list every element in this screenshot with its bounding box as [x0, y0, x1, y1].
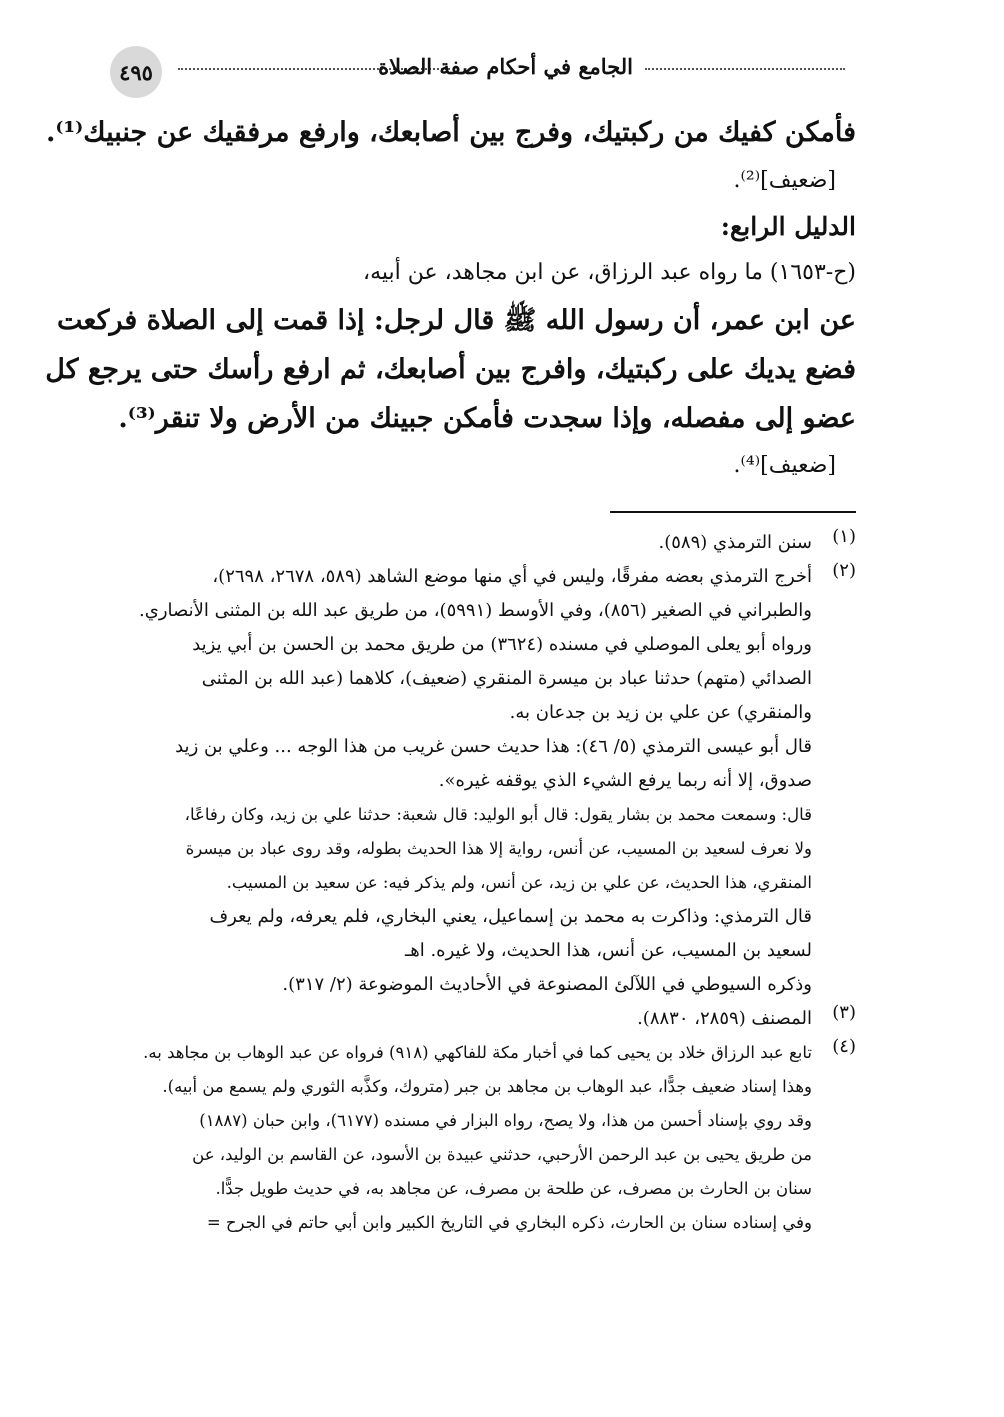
footnote-line: تابع عبد الرزاق خلاد بن يحيى كما في أخبار مكة للفاكهي (٩١٨) فرواه عن عبد الوهاب بن مجاهد به.: [143, 1043, 812, 1062]
footnote-line: قال الترمذي: وذاكرت به محمد بن إسماعيل، يعني البخاري، فلم يعرفه، ولم يعرف: [209, 906, 812, 927]
footnote-line: أخرج الترمذي بعضه مفرقًا، وليس في أي منها موضع الشاهد (٥٨٩، ٢٦٧٨، ٢٦٩٨)،: [212, 566, 812, 587]
footnote: [116, 1036, 856, 1240]
footnote-line: سنان بن الحارث بن مصرف، عن طلحة بن مصرف، عن مجاهد به، في حديث طويل جدًّا.: [215, 1179, 812, 1198]
hadith-text: فضع يديك على ركبتيك، وافرج بين أصابعك، ثم ارفع رأسك حتى يرجع كل: [45, 354, 856, 385]
footnote-line: لسعيد بن المسيب، عن أنس، هذا الحديث، ولا غيره. اهـ: [404, 940, 812, 961]
footnote-line: صدوق، إلا أنه ربما يرفع الشيء الذي يوقفه غيره».: [438, 770, 812, 791]
page-header: [110, 46, 845, 96]
footnote-number: (٢): [832, 560, 856, 581]
section-heading: الدليل الرابع:: [720, 212, 856, 241]
footnote-line: والمنقري) عن علي بن زيد بن جدعان به.: [509, 702, 812, 723]
footnote-line: وذكره السيوطي في اللآلئ المصنوعة في الأحاديث الموضوعة (٢/ ٣١٧).: [282, 974, 812, 995]
footnote-line: والطبراني في الصغير (٨٥٦)، وفي الأوسط (٥٩٩١)، من طريق عبد الله بن المثنى الأنصاري.: [139, 600, 812, 621]
hadith-text: عضو إلى مفصله، وإذا سجدت فأمكن جبينك من الأرض ولا تنقر⁽³⁾.: [118, 403, 856, 434]
footnote: [116, 1002, 856, 1036]
footnote: [116, 526, 856, 560]
footnote-line: من طريق يحيى بن عبد الرحمن الأرحبي، حدثني عبيدة بن الأسود، عن القاسم بن الوليد، عن: [192, 1145, 812, 1164]
footnote-line: قال: وسمعت محمد بن بشار يقول: قال أبو الوليد: قال شعبة: حدثنا علي بن زيد، وكان رفاعًا،: [184, 805, 812, 824]
page-number: ٤٩٥: [110, 46, 162, 98]
footnote-line: قال أبو عيسى الترمذي (٥/ ٤٦): هذا حديث حسن غريب من هذا الوجه ... وعلي بن زيد: [175, 736, 812, 757]
hadith-text: عن ابن عمر، أن رسول الله ﷺ قال لرجل: إذا قمت إلى الصلاة فركعت: [57, 305, 856, 336]
footnote-line: سنن الترمذي (٥٨٩).: [658, 532, 812, 553]
main-text: [45, 108, 856, 489]
footnote-number: (٤): [832, 1036, 856, 1057]
footnote-number: (٣): [832, 1002, 856, 1023]
isnad-text: (ح-١٦٥٣) ما رواه عبد الرزاق، عن ابن مجاهد، عن أبيه،: [363, 260, 856, 285]
footnote-line: وهذا إسناد ضعيف جدًّا، عبد الوهاب بن مجاهد بن جبر (متروك، وكذَّبه الثوري ولم يسمع من أبيه).: [162, 1077, 812, 1096]
footnote-line: وقد روي بإسناد أحسن من هذا، ولا يصح، رواه البزار في مسنده (٦١٧٧)، وابن حبان (١٨٨٧): [199, 1111, 812, 1130]
footnote-number: (١): [832, 526, 856, 547]
footnote-line: ورواه أبو يعلى الموصلي في مسنده (٣٦٢٤) من طريق محمد بن الحسن بن أبي يزيد: [192, 634, 812, 655]
running-title: الجامع في أحكام صفة الصلاة: [378, 54, 633, 79]
grade-text: [ضعيف]⁽⁴⁾.: [733, 453, 836, 478]
footnote: [116, 560, 856, 1002]
footnote-line: وفي إسناده سنان بن الحارث، ذكره البخاري في التاريخ الكبير وابن أبي حاتم في الجرح =: [206, 1213, 812, 1232]
footnote-line: المنقري، هذا الحديث، عن علي بن زيد، عن أنس، ولم يذكر فيه: عن سعيد بن المسيب.: [226, 873, 812, 892]
footnote-line: ولا نعرف لسعيد بن المسيب، عن أنس، رواية إلا هذا الحديث بطوله، وقد روى عباد بن ميسرة: [185, 839, 812, 858]
footnote-line: الصدائي (متهم) حدثنا عباد بن ميسرة المنقري (ضعيف)، كلاهما (عبد الله بن المثنى: [201, 668, 812, 689]
footnotes: [116, 526, 856, 1240]
hadith-text: فأمكن كفيك من ركبتيك، وفرج بين أصابعك، وارفع مرفقيك عن جنبيك⁽¹⁾.: [45, 117, 856, 148]
header-dotted-rule: [645, 68, 845, 70]
grade-text: [ضعيف]⁽²⁾.: [733, 168, 836, 193]
footnote-line: المصنف (٢٨٥٩، ٨٨٣٠).: [637, 1008, 812, 1029]
footnote-separator: [610, 511, 856, 513]
